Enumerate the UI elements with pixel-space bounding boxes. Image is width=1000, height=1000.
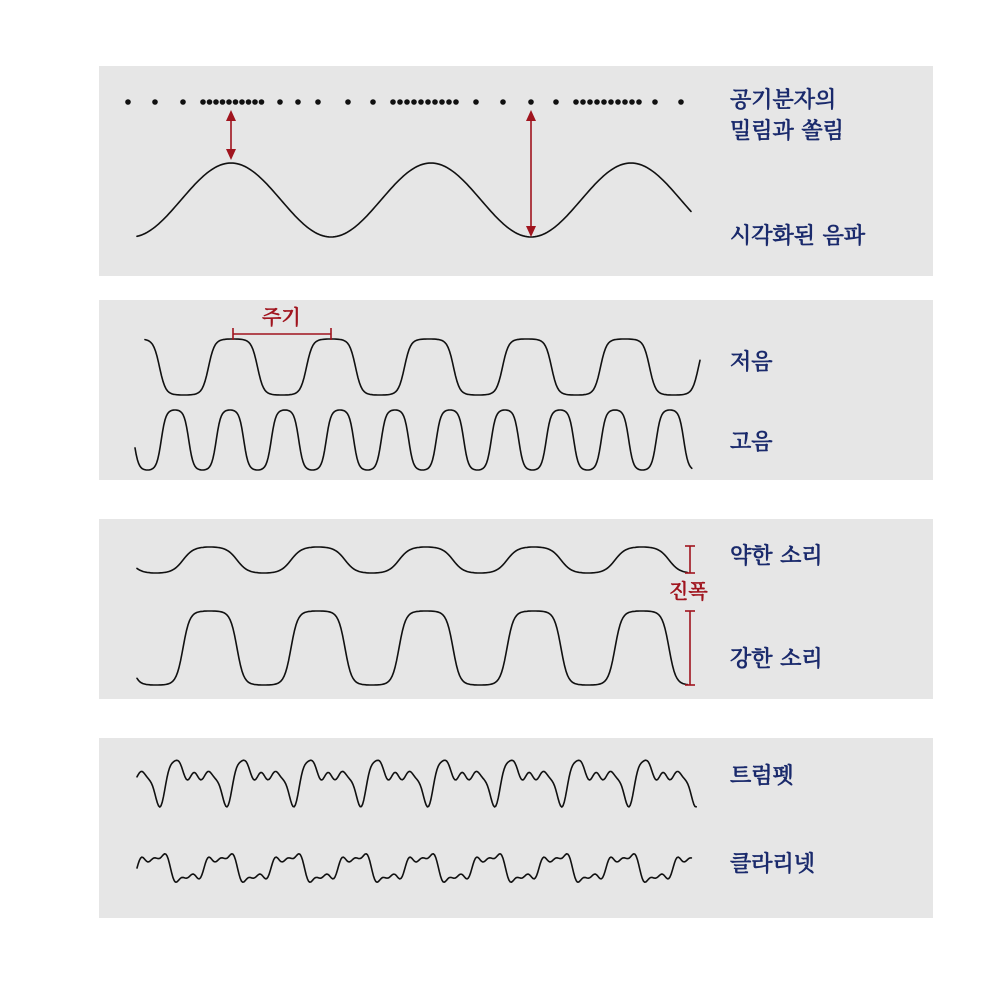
air-molecule-dot	[246, 99, 252, 105]
air-molecule-dot	[528, 99, 534, 105]
air-molecule-dot	[587, 99, 593, 105]
air-molecule-dot	[370, 99, 376, 105]
molecules-label-line2: 밀림과 쏠림	[730, 119, 844, 144]
air-molecule-dot	[125, 99, 131, 105]
air-molecule-dot	[594, 99, 600, 105]
high-pitch-wave	[135, 410, 692, 470]
air-molecule-dot	[315, 99, 321, 105]
air-molecule-dot	[207, 99, 213, 105]
rarefaction-arrow	[526, 110, 536, 237]
air-molecule-dot	[500, 99, 506, 105]
air-molecule-dot	[252, 99, 258, 105]
low-pitch-label: 저음	[730, 350, 773, 375]
air-molecule-dot	[152, 99, 158, 105]
air-molecule-dots	[125, 99, 684, 105]
air-molecule-dot	[200, 99, 206, 105]
air-molecule-dot	[259, 99, 265, 105]
air-molecule-dot	[390, 99, 396, 105]
air-molecule-dot	[226, 99, 232, 105]
molecules-label-line1: 공기분자의	[730, 88, 837, 113]
air-molecule-dot	[553, 99, 559, 105]
amplitude-label: 진폭	[669, 579, 708, 603]
strong-sound-wave	[137, 611, 688, 685]
air-molecule-dot	[473, 99, 479, 105]
visualized-sound-wave	[137, 163, 691, 237]
air-molecule-dot	[453, 99, 459, 105]
weak-sound-label: 약한 소리	[730, 544, 823, 569]
air-molecule-dot	[580, 99, 586, 105]
air-molecule-dot	[636, 99, 642, 105]
air-molecule-dot	[397, 99, 403, 105]
air-molecule-dot	[439, 99, 445, 105]
air-molecule-dot	[180, 99, 186, 105]
strong-sound-label: 강한 소리	[730, 647, 823, 672]
air-molecule-dot	[295, 99, 301, 105]
air-molecule-dot	[608, 99, 614, 105]
low-pitch-wave	[145, 339, 700, 395]
air-molecule-dot	[601, 99, 607, 105]
air-molecule-dot	[622, 99, 628, 105]
trumpet-wave	[137, 760, 696, 807]
air-molecule-dot	[404, 99, 410, 105]
air-molecule-dot	[239, 99, 245, 105]
amplitude-bracket-weak	[685, 546, 695, 573]
air-molecule-dot	[213, 99, 219, 105]
air-molecule-dot	[678, 99, 684, 105]
weak-sound-wave	[137, 547, 688, 573]
air-molecule-dot	[411, 99, 417, 105]
trumpet-label: 트럼펫	[730, 764, 794, 789]
air-molecule-dot	[652, 99, 658, 105]
air-molecule-dot	[418, 99, 424, 105]
period-label: 주기	[262, 305, 301, 329]
amplitude-bracket-strong	[685, 611, 695, 685]
visualized-wave-label: 시각화된 음파	[730, 224, 866, 249]
air-molecule-dot	[629, 99, 635, 105]
air-molecule-dot	[615, 99, 621, 105]
clarinet-label: 클라리넷	[730, 852, 816, 877]
air-molecule-dot	[425, 99, 431, 105]
high-pitch-label: 고음	[730, 430, 773, 455]
air-molecule-dot	[432, 99, 438, 105]
air-molecule-dot	[345, 99, 351, 105]
air-molecule-dot	[277, 99, 283, 105]
air-molecule-dot	[220, 99, 226, 105]
air-molecule-dot	[233, 99, 239, 105]
compression-arrow	[226, 110, 236, 160]
clarinet-wave	[137, 854, 691, 882]
period-bracket	[233, 328, 331, 340]
air-molecule-dot	[446, 99, 452, 105]
air-molecule-dot	[573, 99, 579, 105]
